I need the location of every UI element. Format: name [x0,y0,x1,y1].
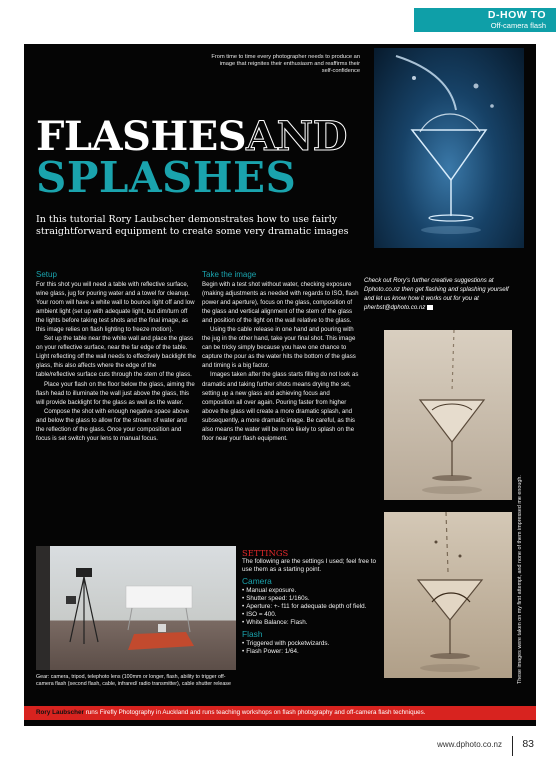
setup-paragraph: Set up the table near the white wall and place the glass on your reflective surface, near the far edge of the table. Light reflecting off the wall needs to effectively backlight the glass, this also affects where the edge of the table/reflective surface cuts through the stem of the glass. [36,335,197,379]
studio-setup-photo [36,546,236,670]
page-title-line2: SPLASHES [36,153,297,202]
camera-settings-list [242,587,382,627]
author-bio-bar [24,706,536,720]
setup-paragraph: For this shot you will need a table with reflective surface, wine glass, jug for pouring water and a towel for cleanup. Your room will have a white wall to bounce light off and low ambient light (set up with adequate light, but dim/turn off the lights before taking test shots and the final image, as this image relies on flash lighting to freeze motion). [36,281,195,334]
list-item: • Manual exposure. [242,587,382,595]
list-item: • Aperture: +- f11 for adequate depth of field. [242,603,382,611]
take-image-paragraph: Images taken after the glass starts filling do not look as dramatic and taking further shots means drying the set, setting up a new glass and achieving focus and composition all over again. Pouring faster from higher above the glass will create a more dramatic splash, and subsequently, a more dramatic image. Be careful, as this also means the water will be more likely to splash on the floor near your flash equipment. [202,371,359,442]
martini-splash-photo [374,48,524,248]
settings-intro: The following are the settings I used; feel free to use them as a starting point. [242,558,377,573]
list-item: • White Balance: Flash. [242,619,382,627]
section-tab-title: D-HOW TO [487,9,546,21]
settings-heading: SETTINGS [242,548,289,558]
martini-pour-photo-2 [384,512,512,678]
page-number: 83 [522,738,534,750]
list-item: • ISO = 400. [242,611,382,619]
take-image-heading: Take the image [202,270,257,279]
sidebar-note: Check out Rory's further creative suggestions at Dphoto.co.nz then get flashing and splashing yourself and let us know how it works out for you at pherbst@dphoto.co.nz [364,277,509,311]
end-mark-icon [427,305,433,310]
list-item: • Triggered with pocketwizards. [242,640,382,648]
author-name: Rory Laubscher [36,709,84,716]
article-panel [24,44,536,726]
take-image-paragraph: Begin with a test shot without water, checking exposure (making adjustments as needed with regards to ISO, flash power and aperture), focus on the glass, composition of the glass and vertical alignment of the stem of the glass and position of the light on the wall relative to the glass. [202,281,359,325]
footer-url[interactable]: www.dphoto.co.nz [437,740,502,749]
photo-vertical-caption: These images were taken on my first attempt, and none of them impressed me enough. [517,475,523,684]
take-image-column [202,270,360,443]
section-tab-subtitle: Off-camera flash [490,21,546,30]
gear-caption: Gear: camera, tripod, telephoto lens (100mm or longer, flash, ability to trigger off-camera flash (second flash, cable, infrared/ radio transmitter), cable shutter release [36,674,231,687]
intro-quote: From time to time every photographer needs to produce an image that reignites their enthusiasm and reaffirms their self-confidence [211,54,360,74]
camera-heading: Camera [242,576,272,586]
page-title-line1: FLASHESAND [36,113,347,160]
page-footer [0,736,556,758]
section-tab [414,8,556,32]
flash-settings-list [242,640,382,656]
settings-box [242,548,382,656]
standfirst: In this tutorial Rory Laubscher demonstrates how to use fairly straightforward equipment to create some very dramatic images [36,214,349,237]
setup-column [36,270,196,443]
setup-paragraph: Compose the shot with enough negative space above and below the glass to allow for the stream of water and the reflection of the glass. Once your composition and focus is set switch your lens to manual focus. [36,407,189,442]
martini-pour-photo-1 [384,330,512,500]
setup-heading: Setup [36,270,57,279]
author-bio-text: runs Firefly Photography in Auckland and runs teaching workshops on flash photography and off-camera flash techniques. [83,709,426,716]
flash-heading: Flash [242,629,263,639]
take-image-paragraph: Using the cable release in one hand and pouring with the jug in the other hand, take your final shot. This image can be tricky simply because you have one chance to capture the pour as the water hits the bottom of the glass and timing is a big factor. [202,326,356,370]
list-item: • Flash Power: 1/64. [242,648,382,656]
setup-paragraph: Place your flash on the floor below the glass, aiming the flash head to illuminate the wall just above the glass, this will provide backlight for the glass as well as the water. [36,380,195,406]
list-item: • Shutter speed: 1/160s. [242,595,382,603]
footer-divider [512,736,513,756]
